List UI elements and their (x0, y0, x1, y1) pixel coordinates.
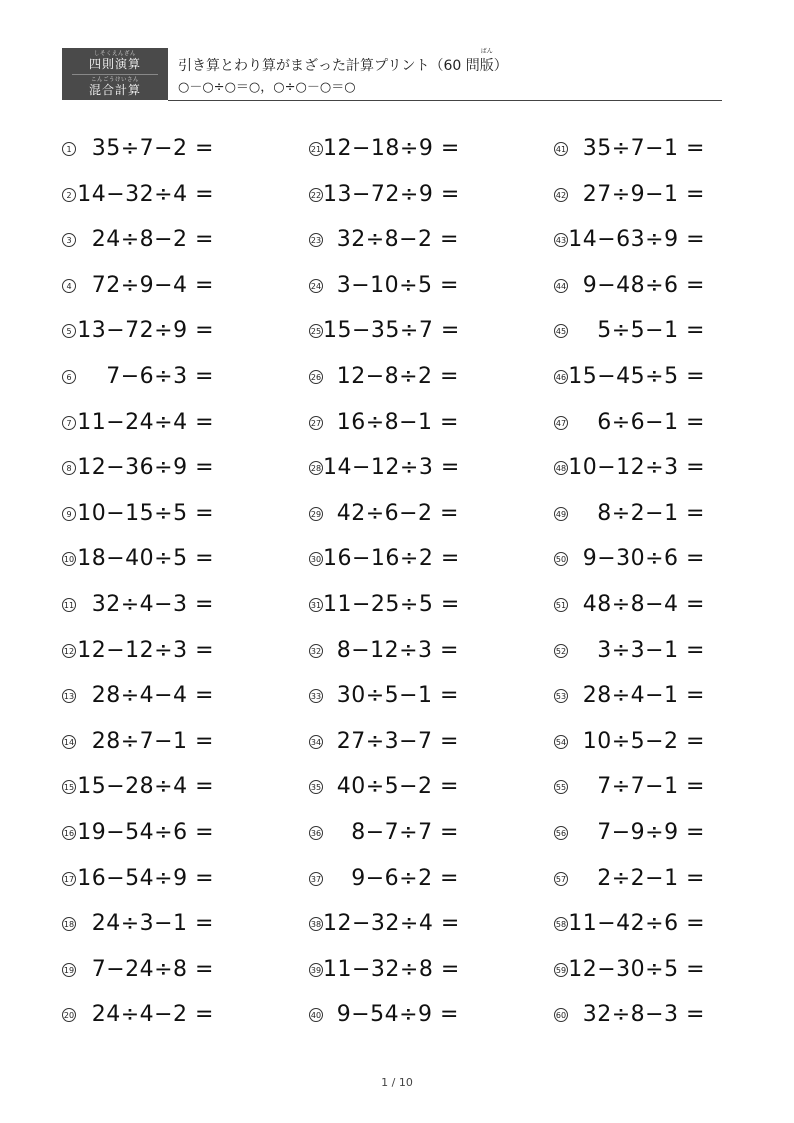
problem-item (554, 955, 705, 985)
problem-expression: 7−6÷3 = (106, 364, 214, 389)
problem-number: 28 (309, 461, 323, 475)
problem-item (554, 818, 705, 848)
problem-number: 3 (62, 233, 76, 247)
problem-number: 14 (62, 735, 76, 749)
title-ruby (479, 48, 494, 74)
problem-number: 25 (309, 324, 323, 338)
problem-item (62, 955, 214, 985)
problem-expression: 6÷6−1 = (597, 409, 705, 435)
problem-number: 43 (554, 233, 568, 247)
problem-expression: 3÷3−1 = (597, 637, 705, 663)
problem-number: 27 (309, 416, 323, 430)
problem-expression: 72÷9−4 = (91, 272, 214, 298)
problem-expression: 9−6÷2 = (351, 865, 459, 891)
problem-item (309, 453, 459, 483)
problem-expression: 11−42÷6 = (568, 911, 705, 937)
problem-expression: 28÷4−1 = (582, 683, 705, 709)
problem-number: 21 (309, 142, 323, 156)
problem-item (62, 909, 214, 939)
problem-number: 54 (554, 735, 568, 749)
badge-top (62, 51, 168, 71)
problem-item (62, 544, 214, 574)
problem-item (554, 909, 705, 939)
problem-expression: 24÷8−2 = (91, 227, 214, 253)
problem-expression: 30÷5−1 = (336, 683, 459, 709)
problem-item (62, 590, 214, 620)
problem-number: 48 (554, 461, 568, 475)
problem-number: 10 (62, 552, 76, 566)
problem-item (62, 772, 214, 802)
problem-number: 2 (62, 188, 76, 202)
category-badge (62, 48, 168, 100)
problem-item (309, 772, 459, 802)
problem-item (309, 544, 459, 574)
problem-item (554, 225, 705, 255)
problem-number: 36 (309, 826, 323, 840)
problem-number: 32 (309, 644, 323, 658)
problem-item (309, 316, 459, 346)
problem-number: 29 (309, 507, 323, 521)
problem-expression: 18−40÷5 = (77, 546, 214, 572)
problem-item (554, 681, 705, 711)
problem-item (62, 316, 214, 346)
problem-number: 42 (554, 188, 568, 202)
badge-top-label: 四則演算 (88, 57, 141, 71)
problem-expression: 27÷9−1 = (582, 181, 705, 207)
problem-item (309, 636, 459, 666)
title-ruby-base: 版 (479, 58, 494, 74)
problem-expression: 15−28÷4 = (77, 774, 214, 800)
problem-number: 45 (554, 324, 568, 338)
problem-item (309, 271, 459, 301)
problem-expression: 13−72÷9 = (323, 181, 460, 207)
problem-number: 24 (309, 279, 323, 293)
problem-expression: 24÷3−1 = (91, 911, 214, 937)
problem-expression: 14−32÷4 = (77, 181, 214, 207)
problem-expression: 32÷8−3 = (582, 1002, 705, 1028)
title-text: 引き算とわり算がまざった計算プリント（60 問 (178, 58, 480, 74)
problem-item (554, 362, 705, 392)
problem-item (554, 544, 705, 574)
problem-expression: 11−25÷5 = (323, 592, 460, 617)
problem-item (554, 590, 705, 620)
page-subtitle: ○－○÷○＝○，○÷○－○＝○ (178, 80, 356, 95)
problem-expression: 35÷7−1 = (582, 136, 705, 161)
problem-expression: 12−30÷5 = (568, 956, 705, 982)
problem-item (62, 134, 214, 164)
problem-item (62, 225, 214, 255)
problem-number: 30 (309, 552, 323, 566)
problem-number: 53 (554, 689, 568, 703)
problem-number: 37 (309, 872, 323, 886)
problem-number: 15 (62, 780, 76, 794)
problem-number: 41 (554, 142, 568, 156)
problem-item (62, 362, 214, 392)
problem-item (554, 1000, 705, 1030)
problem-item (309, 818, 459, 848)
problem-number: 34 (309, 735, 323, 749)
problem-number: 19 (62, 963, 76, 977)
problem-number: 11 (62, 598, 76, 612)
problem-expression: 16−54÷9 = (77, 865, 214, 891)
problem-item (309, 180, 459, 210)
problem-item (309, 362, 459, 392)
problem-item (554, 316, 705, 346)
problem-item (62, 636, 214, 666)
problem-number: 1 (62, 142, 76, 156)
badge-bottom-label: 混合計算 (88, 83, 141, 97)
problem-expression: 7−9÷9 = (597, 820, 705, 845)
problem-number: 35 (309, 780, 323, 794)
problem-item (309, 727, 459, 757)
problem-expression: 8−12÷3 = (336, 637, 459, 663)
problem-expression: 3−10÷5 = (336, 272, 459, 298)
problem-number: 57 (554, 872, 568, 886)
problem-expression: 12−18÷9 = (323, 136, 460, 161)
problem-number: 47 (554, 416, 568, 430)
problem-item (62, 180, 214, 210)
problem-item (62, 408, 214, 438)
problem-number: 6 (62, 370, 76, 384)
problem-number: 8 (62, 461, 76, 475)
problem-item (554, 453, 705, 483)
problem-number: 5 (62, 324, 76, 338)
problem-expression: 12−32÷4 = (323, 911, 460, 937)
problem-expression: 15−45÷5 = (568, 364, 705, 389)
problem-number: 51 (554, 598, 568, 612)
problem-expression: 32÷4−3 = (91, 592, 214, 617)
problem-expression: 42÷6−2 = (336, 500, 459, 526)
problem-number: 7 (62, 416, 76, 430)
problem-item (62, 271, 214, 301)
problem-item (309, 134, 459, 164)
problem-item (309, 681, 459, 711)
problem-number: 12 (62, 644, 76, 658)
problem-expression: 10÷5−2 = (582, 728, 705, 754)
problem-expression: 14−63÷9 = (568, 227, 705, 253)
problem-expression: 10−12÷3 = (568, 455, 705, 481)
header-rule (168, 100, 722, 101)
problem-number: 50 (554, 552, 568, 566)
problem-expression: 2÷2−1 = (597, 865, 705, 891)
badge-bottom-ruby: こんごうけいさん (90, 77, 139, 83)
problem-number: 4 (62, 279, 76, 293)
problem-expression: 27÷3−7 = (336, 728, 459, 754)
problem-expression: 8÷2−1 = (597, 500, 705, 526)
problem-item (309, 408, 459, 438)
problem-item (62, 864, 214, 894)
problem-expression: 12−36÷9 = (77, 455, 214, 481)
problem-expression: 35÷7−2 = (91, 136, 214, 161)
problem-item (554, 499, 705, 529)
problem-number: 23 (309, 233, 323, 247)
badge-bottom (62, 77, 168, 97)
problem-item (554, 636, 705, 666)
problem-item (309, 955, 459, 985)
problem-expression: 40÷5−2 = (336, 774, 459, 800)
problem-expression: 8−7÷7 = (351, 820, 459, 845)
problem-expression: 9−48÷6 = (582, 272, 705, 298)
problem-item (62, 1000, 214, 1030)
problem-number: 60 (554, 1008, 568, 1022)
problem-number: 39 (309, 963, 323, 977)
problem-number: 49 (554, 507, 568, 521)
problem-item (309, 499, 459, 529)
problem-expression: 10−15÷5 = (77, 500, 214, 526)
problem-expression: 16÷8−1 = (336, 409, 459, 435)
problem-item (554, 180, 705, 210)
problem-item (554, 408, 705, 438)
badge-divider (72, 74, 158, 75)
problem-number: 59 (554, 963, 568, 977)
problem-number: 13 (62, 689, 76, 703)
problem-item (554, 772, 705, 802)
problem-expression: 11−32÷8 = (323, 956, 460, 982)
problem-item (309, 1000, 459, 1030)
problem-item (554, 864, 705, 894)
problem-expression: 28÷4−4 = (91, 683, 214, 709)
problem-expression: 12−8÷2 = (336, 364, 459, 389)
problem-item (62, 681, 214, 711)
problem-number: 18 (62, 917, 76, 931)
problem-item (554, 134, 705, 164)
problem-expression: 9−54÷9 = (336, 1002, 459, 1028)
problem-number: 9 (62, 507, 76, 521)
problem-item (554, 727, 705, 757)
page-title (178, 48, 508, 74)
problem-number: 20 (62, 1008, 76, 1022)
problem-item (62, 727, 214, 757)
problem-number: 16 (62, 826, 76, 840)
problem-item (309, 590, 459, 620)
problem-expression: 9−30÷6 = (582, 546, 705, 572)
problem-expression: 11−24÷4 = (77, 409, 214, 435)
problem-item (309, 225, 459, 255)
title-close: ） (493, 58, 508, 74)
problem-number: 31 (309, 598, 323, 612)
problem-expression: 24÷4−2 = (91, 1002, 214, 1028)
problem-number: 33 (309, 689, 323, 703)
problem-expression: 48÷8−4 = (582, 592, 705, 617)
problem-number: 52 (554, 644, 568, 658)
problem-expression: 12−12÷3 = (77, 637, 214, 663)
badge-top-ruby: しそくえんざん (93, 51, 136, 57)
problem-expression: 7÷7−1 = (597, 774, 705, 800)
problem-number: 26 (309, 370, 323, 384)
problem-expression: 28÷7−1 = (91, 728, 214, 754)
problem-number: 38 (309, 917, 323, 931)
problem-number: 44 (554, 279, 568, 293)
problem-item (62, 818, 214, 848)
problem-expression: 16−16÷2 = (323, 546, 460, 572)
problem-number: 17 (62, 872, 76, 886)
problem-expression: 14−12÷3 = (323, 455, 460, 481)
problem-expression: 32÷8−2 = (336, 227, 459, 253)
problem-number: 58 (554, 917, 568, 931)
problem-number: 46 (554, 370, 568, 384)
problem-item (309, 909, 459, 939)
problem-expression: 19−54÷6 = (77, 820, 214, 845)
problem-number: 40 (309, 1008, 323, 1022)
problem-item (62, 499, 214, 529)
problem-number: 56 (554, 826, 568, 840)
problem-item (62, 453, 214, 483)
problem-item (309, 864, 459, 894)
problem-expression: 7−24÷8 = (91, 956, 214, 982)
title-ruby-text: ばん (480, 48, 493, 55)
page-number: 1 / 10 (381, 1076, 413, 1089)
problem-item (554, 271, 705, 301)
problem-expression: 13−72÷9 = (77, 318, 214, 344)
problem-number: 22 (309, 188, 323, 202)
problem-expression: 15−35÷7 = (323, 318, 460, 344)
problem-expression: 5÷5−1 = (597, 318, 705, 344)
problem-number: 55 (554, 780, 568, 794)
